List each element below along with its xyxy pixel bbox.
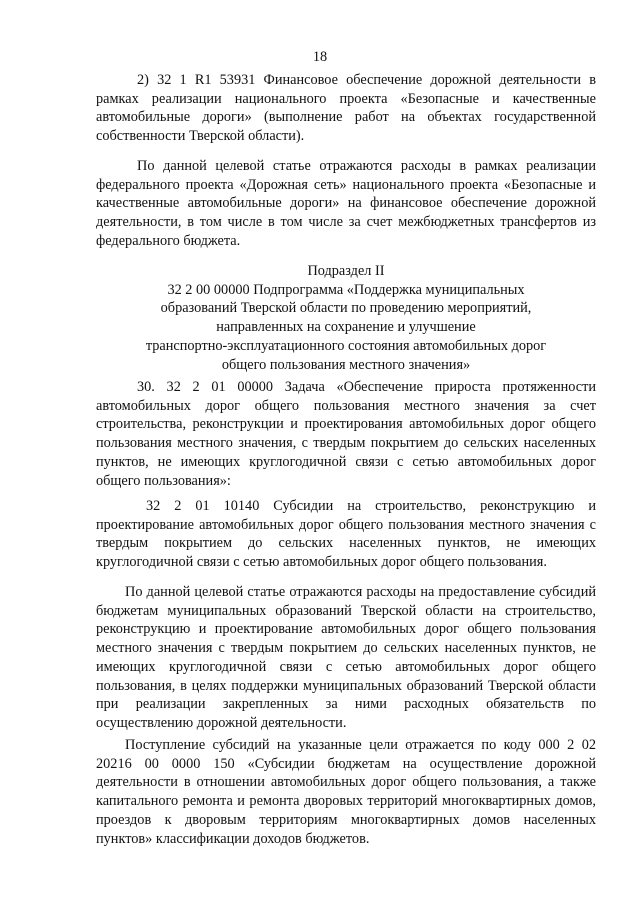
subsection-line-5: общего пользования местного значения» (221, 356, 471, 373)
subsection-line-4: транспортно-эксплуатационного состояния автомобильных дорог (145, 337, 547, 354)
paragraph-subsidies-10140: 32 2 01 10140 Субсидии на строительство, реконструкцию и проектирование автомобильных дорог общего пользования местного значения с твердым покрытием до сельских населенных пунктов, не имеющих круглогодичной связи с сетью автомобильных дорог общего пользования. (96, 498, 596, 571)
subsection-title: Подраздел II (307, 263, 385, 279)
paragraph-task-30: 30. 32 2 01 00000 Задача «Обеспечение прироста протяженности автомобильных дорог общего пользования местного значения за счет строительства, реконструкции и проектирования автомобильных дорог общего пользования местного значения, с твердым покрытием до сельских населенных пунктов, не имеющих круглогодичной связи с сетью автомобильных дорог общего пользования»: (96, 379, 596, 489)
subsection-heading (96, 262, 596, 374)
subsection-line-1: 32 2 00 00000 Подпрограмма «Поддержка муниципальных (167, 281, 525, 298)
paragraph-target-article-r1: 2) 32 1 R1 53931 Финансовое обеспечение дорожной деятельности в рамках реализации национального проекта «Безопасные и качественные автомобильные дороги» (выполнение работ на объектах государственной собственности Тверской области). (96, 72, 596, 145)
subsection-line-3: направленных на сохранение и улучшение (216, 319, 476, 336)
paragraph-road-network-expenses: По данной целевой статье отражаются расходы в рамках реализации федерального проекта «Дорожная сеть» национального проекта «Безопасные и качественные автомобильные дороги» на финансовое обеспечение дорожной деятельности, в том числе в том числе за счет межбюджетных трансфертов из федерального бюджета. (96, 158, 596, 249)
subsection-line-2: образований Тверской области по проведению мероприятий, (160, 300, 532, 317)
page-number: 18 (312, 49, 328, 65)
paragraph-subsidies-description: По данной целевой статье отражаются расходы на предоставление субсидий бюджетам муниципальных образований Тверской области на строительство, реконструкцию и проектирование автомобильных дорог общего пользования местного значения с твердым покрытием до сельских населенных пунктов, не имеющих круглогодичной связи с сетью автомобильных дорог общего пользования, в целях поддержки муниципальных образований Тверской области при реализации закрепленных за ними расходных обязательств по осуществлению дорожной деятельности. (96, 584, 596, 731)
paragraph-income-code: Поступление субсидий на указанные цели отражается по коду 000 2 02 20216 00 0000 150 «Субсидии бюджетам на осуществление дорожной деятельности в отношении автомобильных дорог общего пользования, а также капитального ремонта и ремонта дворовых территорий многоквартирных домов, проездов к дворовым территориям многоквартирных домов населенных пунктов» классификации доходов бюджетов. (96, 737, 596, 847)
